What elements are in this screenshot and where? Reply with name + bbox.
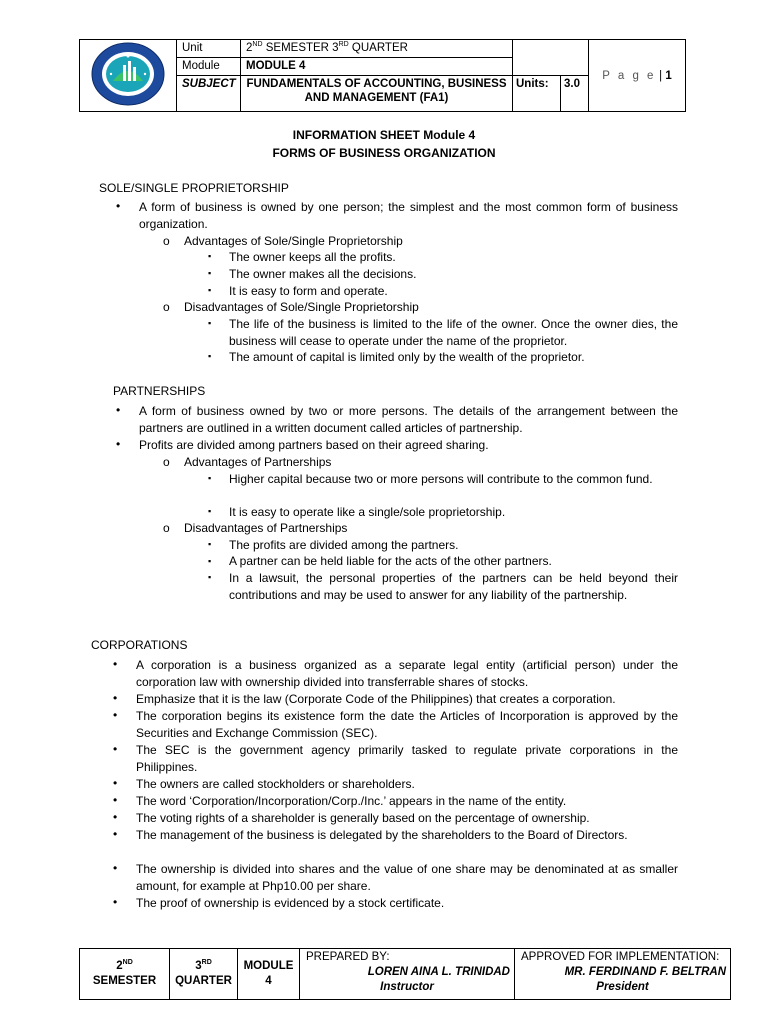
approved-role: President bbox=[596, 981, 649, 993]
part-bullet-1: A form of business owned by two or more persons. The details of the arrangement between the partners are outlined in a written document called articles of partnership. bbox=[139, 404, 678, 435]
institution-seal-icon bbox=[89, 41, 167, 107]
part-dis-1: The profits are divided among the partners. bbox=[229, 538, 459, 552]
part-dis-heading: Disadvantages of Partnerships bbox=[184, 521, 348, 535]
bullet-dot: • bbox=[113, 793, 118, 807]
square-bullet: ▪ bbox=[208, 539, 212, 549]
circle-bullet: o bbox=[163, 455, 170, 469]
bullet-dot: • bbox=[113, 810, 118, 824]
corp-bullet-5: The owners are called stockholders or shareholders. bbox=[136, 777, 415, 791]
square-bullet: ▪ bbox=[208, 556, 212, 566]
unit-value: 2ND SEMESTER 3RD QUARTER bbox=[241, 40, 513, 58]
approved-label: APPROVED FOR IMPLEMENTATION: bbox=[521, 951, 720, 963]
circle-bullet: o bbox=[163, 234, 170, 248]
square-bullet: ▪ bbox=[208, 572, 212, 582]
bullet-dot: • bbox=[113, 691, 118, 705]
sole-dis-heading: Disadvantages of Sole/Single Proprietorship bbox=[184, 300, 419, 314]
part-dis-2: A partner can be held liable for the acts of the other partners. bbox=[229, 554, 552, 568]
sole-adv-2: The owner makes all the decisions. bbox=[229, 267, 417, 281]
partnership-heading: PARTNERSHIPS bbox=[113, 384, 206, 398]
bullet-dot: • bbox=[113, 861, 118, 875]
part-bullet-2: Profits are divided among partners based on their agreed sharing. bbox=[139, 438, 489, 452]
footer-prepared bbox=[300, 949, 515, 1000]
sole-dis-2: The amount of capital is limited only by the wealth of the proprietor. bbox=[229, 350, 585, 364]
subject-value: FUNDAMENTALS OF ACCOUNTING, BUSINESS AND MANAGEMENT (FA1) bbox=[241, 76, 513, 112]
corp-bullet-9: The ownership is divided into shares and the value of one share may be denominated at as smaller amount, for example at Php10.00 per share. bbox=[136, 862, 678, 893]
subject-label: SUBJECT bbox=[177, 76, 241, 112]
part-adv-heading: Advantages of Partnerships bbox=[184, 455, 332, 469]
section-title: FORMS OF BUSINESS ORGANIZATION bbox=[272, 146, 496, 160]
square-bullet: ▪ bbox=[208, 473, 212, 483]
approved-name: MR. FERDINAND F. BELTRAN bbox=[564, 966, 726, 978]
circle-bullet: o bbox=[163, 300, 170, 314]
footer-semester: 2ND SEMESTER bbox=[80, 949, 170, 1000]
prepared-label: PREPARED BY: bbox=[306, 951, 390, 963]
module-label: Module bbox=[177, 58, 241, 76]
footer-module: MODULE 4 bbox=[238, 949, 300, 1000]
part-dis-3: In a lawsuit, the personal properties of the partners can be held beyond their contributions and may be used to answer for any liability of the partnership. bbox=[229, 571, 678, 602]
corp-bullet-3: The corporation begins its existence form the date the Articles of Incorporation is approved by the Securities and Exchange Commission (SEC). bbox=[136, 709, 678, 740]
bullet-dot: • bbox=[113, 827, 118, 841]
units-label: Units: bbox=[513, 76, 561, 112]
sole-adv-heading: Advantages of Sole/Single Proprietorship bbox=[184, 234, 403, 248]
sole-bullet-1: A form of business is owned by one person; the simplest and the most common form of business organization. bbox=[139, 200, 678, 231]
bullet-dot: • bbox=[116, 437, 121, 451]
square-bullet: ▪ bbox=[208, 351, 212, 361]
part-adv-1: Higher capital because two or more persons will contribute to the common fund. bbox=[229, 472, 653, 486]
footer-table bbox=[79, 948, 731, 1000]
unit-label: Unit bbox=[177, 40, 241, 58]
bullet-dot: • bbox=[113, 776, 118, 790]
bullet-dot: • bbox=[116, 403, 121, 417]
sole-adv-1: The owner keeps all the profits. bbox=[229, 250, 396, 264]
bullet-dot: • bbox=[113, 657, 118, 671]
square-bullet: ▪ bbox=[208, 268, 212, 278]
bullet-dot: • bbox=[116, 199, 121, 213]
square-bullet: ▪ bbox=[208, 318, 212, 328]
corp-bullet-10: The proof of ownership is evidenced by a stock certificate. bbox=[136, 896, 445, 910]
corp-bullet-2: Emphasize that it is the law (Corporate Code of the Philippines) that creates a corporation. bbox=[136, 692, 616, 706]
corp-bullet-7: The voting rights of a shareholder is generally based on the percentage of ownership. bbox=[136, 811, 590, 825]
header-table bbox=[79, 39, 686, 112]
bullet-dot: • bbox=[113, 742, 118, 756]
page-number-cell: P a g e | 1 bbox=[589, 40, 686, 112]
bullet-dot: • bbox=[113, 895, 118, 909]
sole-heading: SOLE/SINGLE PROPRIETORSHIP bbox=[99, 181, 289, 195]
square-bullet: ▪ bbox=[208, 251, 212, 261]
footer-quarter: 3RD QUARTER bbox=[170, 949, 238, 1000]
square-bullet: ▪ bbox=[208, 285, 212, 295]
logo-cell bbox=[80, 40, 177, 112]
bullet-dot: • bbox=[113, 708, 118, 722]
corp-bullet-8: The management of the business is delegated by the shareholders to the Board of Directors. bbox=[136, 828, 628, 842]
units-value: 3.0 bbox=[561, 76, 589, 112]
footer-approved bbox=[515, 949, 731, 1000]
prepared-role: Instructor bbox=[380, 981, 434, 993]
sole-dis-1: The life of the business is limited to the life of the owner. Once the owner dies, the business will cease to operate under the name of the proprietor. bbox=[229, 317, 678, 348]
sole-adv-3: It is easy to form and operate. bbox=[229, 284, 388, 298]
corp-bullet-6: The word ‘Corporation/Incorporation/Corp./Inc.’ appears in the name of the entity. bbox=[136, 794, 567, 808]
circle-bullet: o bbox=[163, 521, 170, 535]
square-bullet: ▪ bbox=[208, 506, 212, 516]
corp-bullet-4: The SEC is the government agency primarily tasked to regulate private corporations in the Philippines. bbox=[136, 743, 678, 774]
module-value: MODULE 4 bbox=[241, 58, 513, 76]
corp-bullet-1: A corporation is a business organized as a separate legal entity (artificial person) under the corporation law with ownership divided into transferrable shares of stocks. bbox=[136, 658, 678, 689]
part-adv-2: It is easy to operate like a single/sole proprietorship. bbox=[229, 505, 506, 519]
prepared-name: LOREN AINA L. TRINIDAD bbox=[367, 966, 510, 978]
info-sheet-title: INFORMATION SHEET Module 4 bbox=[292, 128, 476, 142]
corporation-heading: CORPORATIONS bbox=[91, 638, 188, 652]
